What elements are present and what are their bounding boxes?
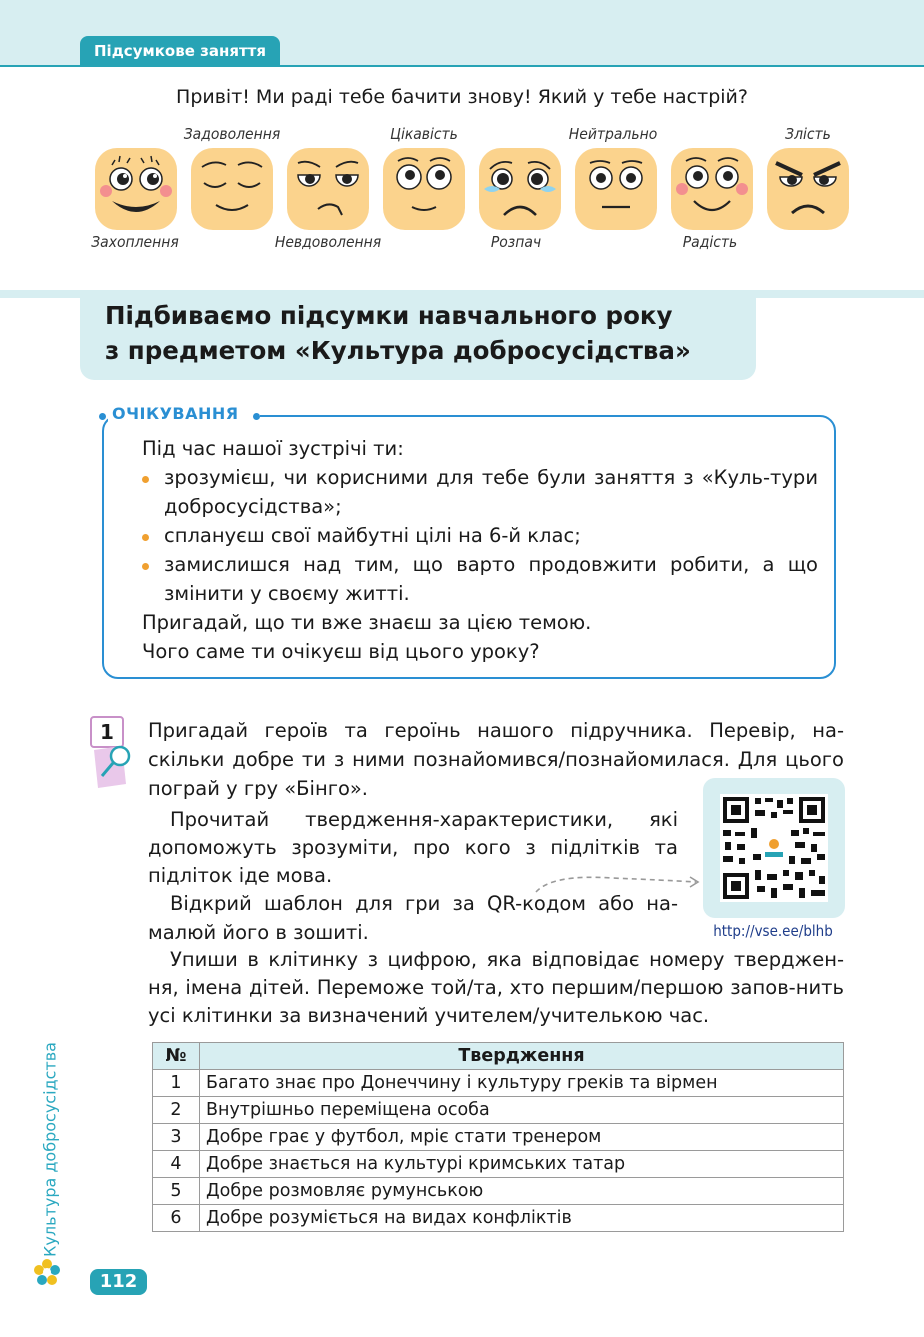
table-row	[153, 1097, 844, 1124]
row-number: 6	[153, 1205, 200, 1232]
task-paragraph: Прочитай твердження-характеристики, які допоможуть зрозуміти, про кого з підлітків та підліток іде мова.	[148, 808, 678, 887]
emotion-label: Задоволення	[183, 125, 281, 143]
emotion-label: Розпач	[490, 233, 542, 251]
label-dot-icon	[253, 413, 260, 420]
column-header-number: №	[153, 1043, 200, 1070]
angry-face-icon	[766, 147, 850, 231]
statements-table	[152, 1042, 844, 1232]
row-number: 4	[153, 1151, 200, 1178]
lesson-title-line2: з предметом «Культура добросусідства»	[105, 336, 691, 365]
list-item: сплануєш свої майбутні цілі на 6-й клас;	[142, 521, 818, 550]
list-item: зрозумієш, чи корисними для тебе були заняття з «Куль-тури добросусідства»;	[142, 463, 818, 521]
column-header-statement: Твердження	[200, 1043, 844, 1070]
qr-url-link[interactable]: http://vse.ee/blhb	[713, 922, 833, 940]
row-number: 2	[153, 1097, 200, 1124]
qr-code-panel[interactable]	[703, 778, 845, 918]
side-book-title: Культура добросусідства	[40, 1042, 60, 1257]
excited-face-icon	[94, 147, 178, 231]
task-paragraph: Відкрий шаблон для гри за QR-кодом або на-малюй його в зошиті.	[148, 892, 678, 944]
task-number: 1	[90, 716, 124, 748]
table-row	[153, 1205, 844, 1232]
qr-code-icon[interactable]	[703, 778, 845, 918]
expectations-outro: Пригадай, що ти вже знаєш за цією темою.	[142, 611, 592, 634]
emotion-label: Радість	[682, 233, 738, 251]
table-row	[153, 1178, 844, 1205]
row-statement: Добре розуміється на видах конфліктів	[200, 1205, 844, 1232]
lesson-tag: Підсумкове заняття	[80, 36, 280, 66]
displeased-face-icon	[286, 147, 370, 231]
expectations-outro: Чого саме ти очікуєш від цього уроку?	[142, 640, 540, 663]
table-row	[153, 1151, 844, 1178]
flower-logo-icon	[33, 1258, 61, 1286]
row-statement: Добре грає у футбол, мріє стати тренером	[200, 1124, 844, 1151]
table-row	[153, 1124, 844, 1151]
content-face-icon	[190, 147, 274, 231]
row-number: 5	[153, 1178, 200, 1205]
row-number: 1	[153, 1070, 200, 1097]
row-statement: Добре знається на культурі кримських татар	[200, 1151, 844, 1178]
dashed-arrow-icon	[532, 868, 704, 896]
row-statement: Внутрішньо переміщена особа	[200, 1097, 844, 1124]
lesson-title-line1: Підбиваємо підсумки навчального року	[105, 301, 673, 330]
table-row	[153, 1070, 844, 1097]
despair-face-icon	[478, 147, 562, 231]
neutral-face-icon	[574, 147, 658, 231]
expectations-intro: Під час нашої зустрічі ти:	[142, 437, 404, 460]
search-task-icon	[92, 744, 136, 792]
task-paragraph: Пригадай героїв та героїнь нашого підручника. Перевір, на-скільки добре ти з ними познайомився/познайомилася. Для цього пограй у гру «Бінго».	[148, 719, 844, 800]
row-number: 3	[153, 1124, 200, 1151]
expectations-label: ОЧІКУВАННЯ	[112, 404, 239, 423]
list-item: замислишся над тим, що варто продовжити робити, а що змінити у своєму житті.	[142, 550, 818, 608]
greeting-text: Привіт! Ми раді тебе бачити знову! Який у тебе настрій?	[176, 86, 748, 108]
emotion-label: Нейтрально	[568, 125, 658, 143]
table-header-row	[153, 1043, 844, 1070]
lesson-title	[105, 298, 745, 368]
emotion-label: Захоплення	[91, 233, 179, 251]
expectations-list	[142, 463, 818, 608]
row-statement: Добре розмовляє румунською	[200, 1178, 844, 1205]
emotion-label: Злість	[785, 125, 831, 143]
row-statement: Багато знає про Донеччину і культуру греків та вірмен	[200, 1070, 844, 1097]
page-number: 112	[90, 1269, 147, 1295]
joy-face-icon	[670, 147, 754, 231]
label-dot-icon	[99, 413, 106, 420]
emotion-label: Цікавість	[390, 125, 458, 143]
task-paragraph: Упиши в клітинку з цифрою, яка відповідає номеру тверджен-ня, імена дітей. Переможе той/та, хто першим/першою запов-нить усі клітинки за визначений учителем/учителькою час.	[148, 948, 844, 1027]
emotion-label: Невдоволення	[274, 233, 382, 251]
expectations-content	[142, 434, 818, 666]
curious-face-icon	[382, 147, 466, 231]
